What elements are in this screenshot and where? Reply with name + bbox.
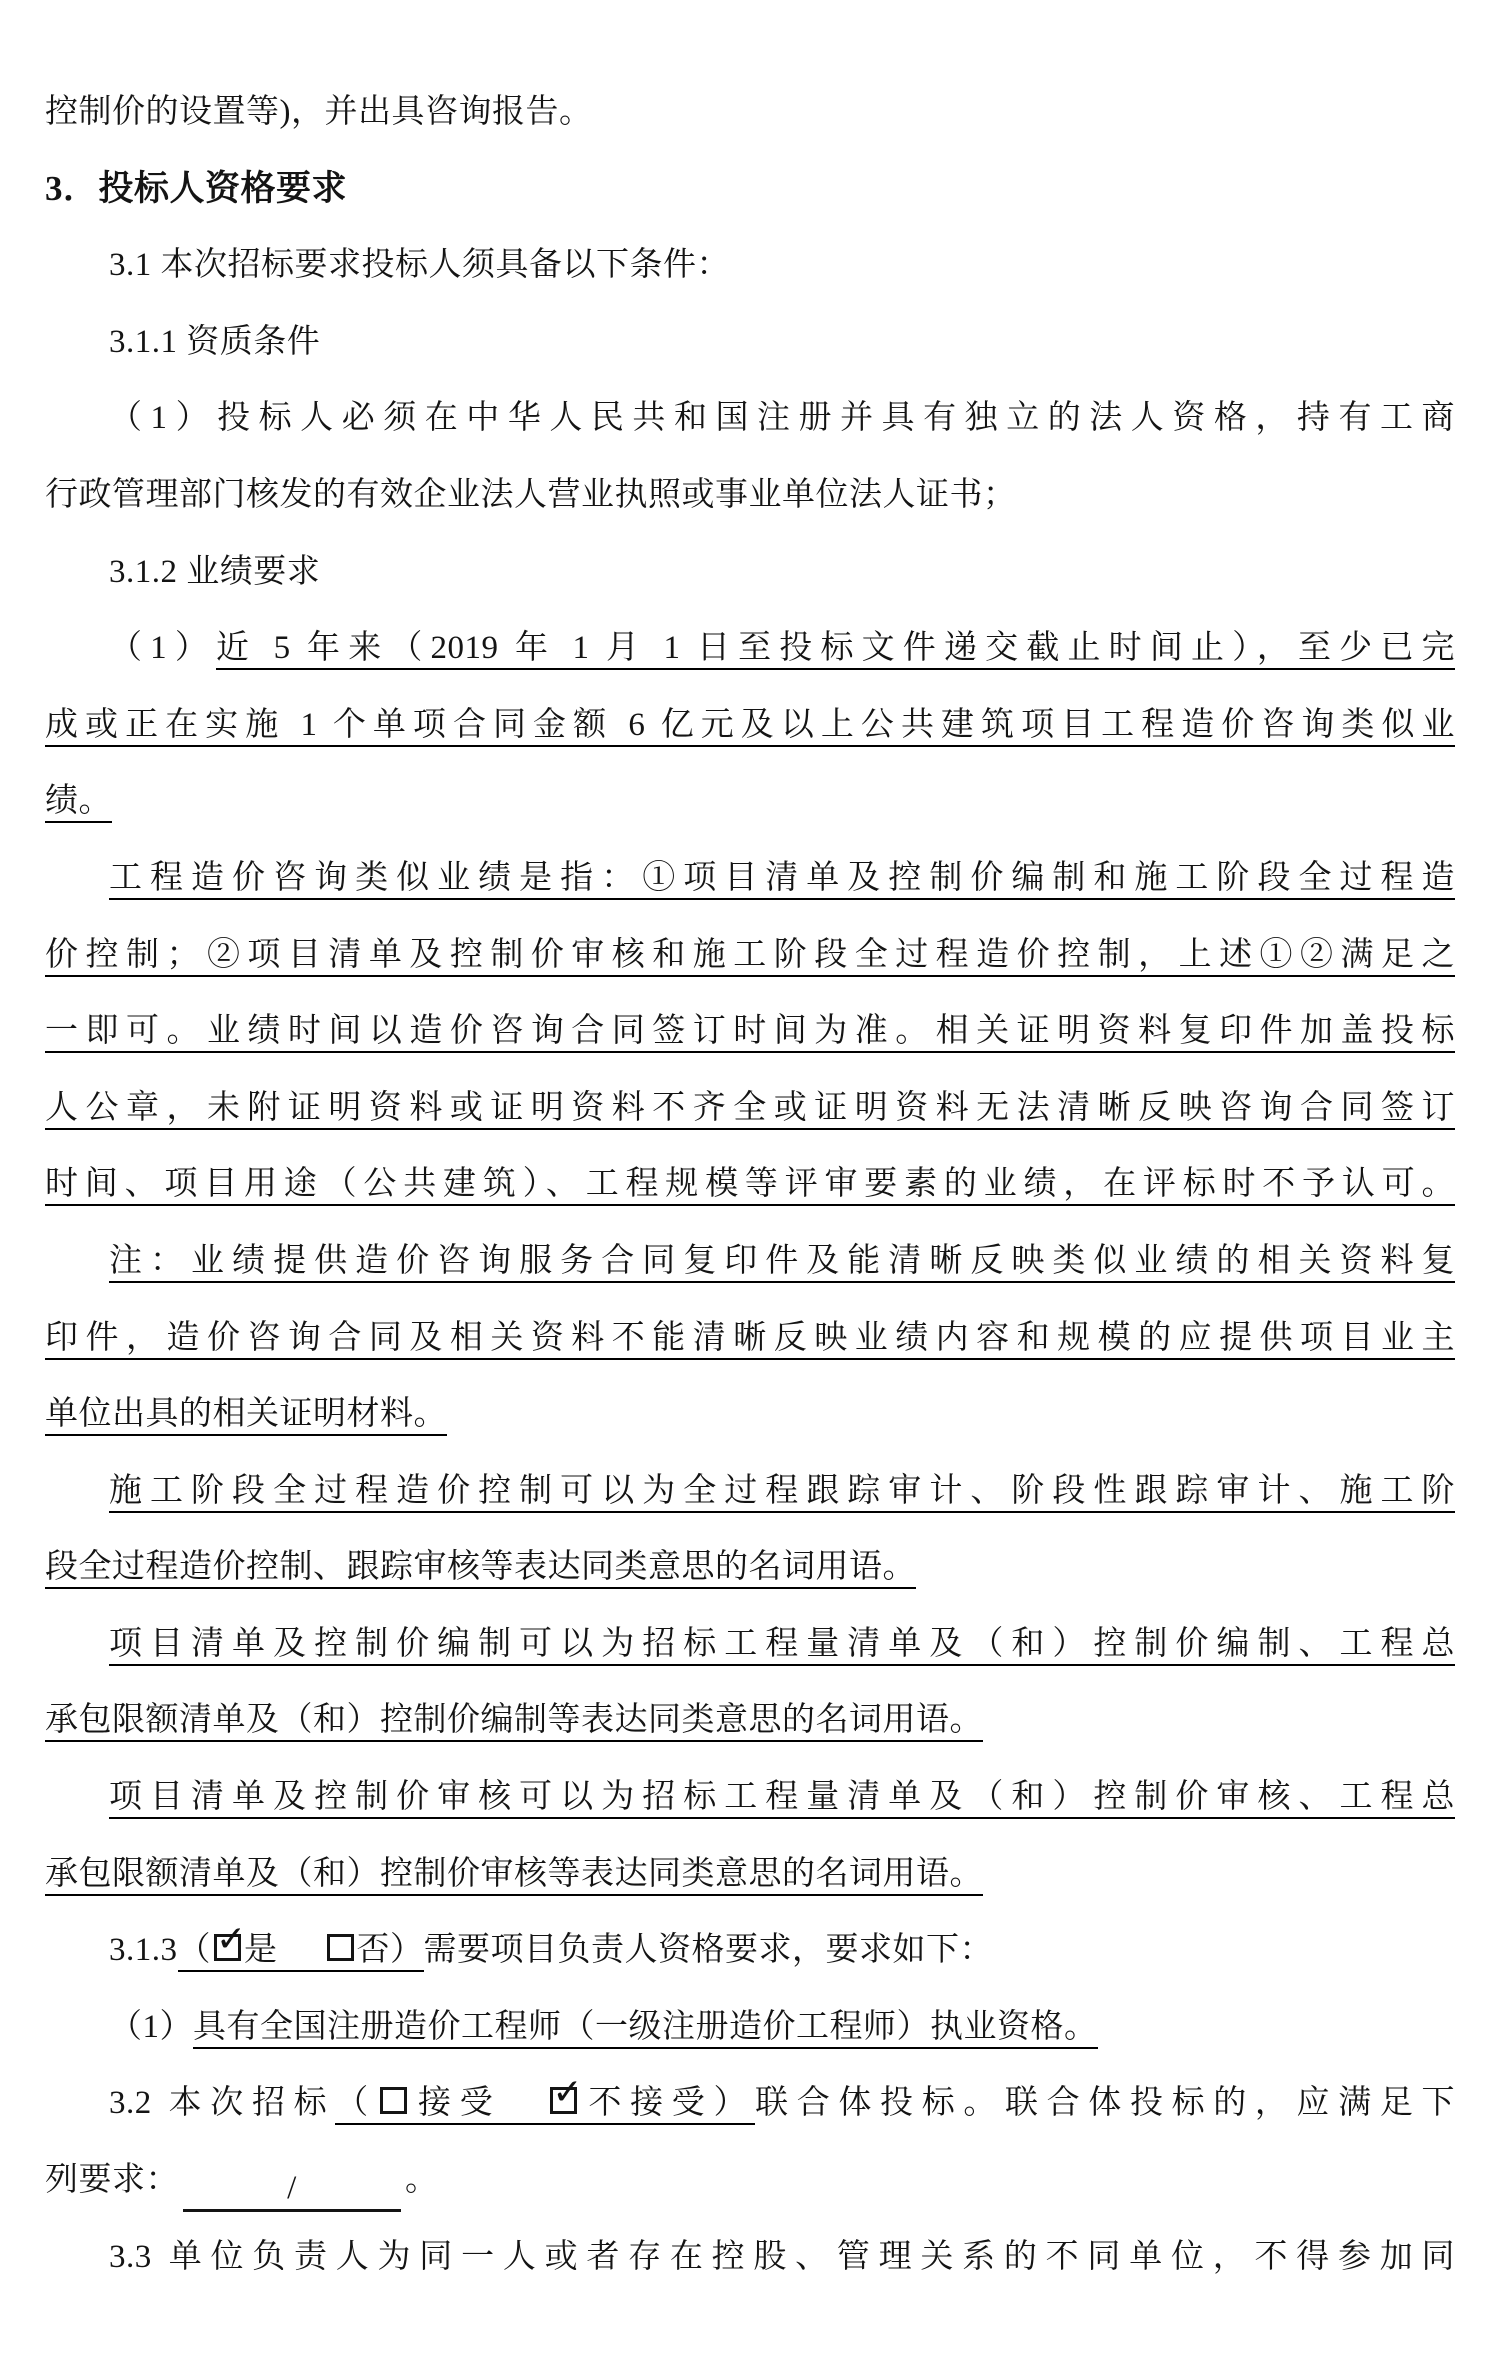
list-pricing-compile-def-line2	[45, 1682, 1455, 1759]
item1-number: （1）	[109, 2008, 193, 2045]
clause-3-3: 3.3 单位负责人为同一人或者存在控股、管理关系的不同单位，不得参加同	[109, 2238, 1455, 2275]
similar-achievement-def-line3	[45, 993, 1455, 1070]
clause-3-1: 3.1 本次招标要求投标人须具备以下条件：	[109, 247, 730, 284]
clause-3-1-3-text: 需要项目负责人资格要求，要求如下：	[423, 1932, 993, 1969]
item1-number: （1）	[109, 630, 217, 667]
intro-line: 控制价的设置等)，并出具咨询报告。	[45, 94, 593, 130]
note-line1	[45, 1223, 1455, 1300]
check-mark-icon: ✓	[216, 1919, 247, 1961]
accept-label: 接受	[409, 2085, 502, 2122]
similar-achievement-def-line5	[45, 1146, 1455, 1223]
section-3-heading: 3．投标人资格要求	[45, 168, 348, 208]
underlined-text: 项目清单及控制价编制可以为招标工程量清单及（和）控制价编制、工程总	[109, 1626, 1455, 1666]
similar-achievement-def-line1	[45, 840, 1455, 917]
underlined-text: 注：业绩提供造价咨询服务合同复印件及能清晰反映类似业绩的相关资料复	[109, 1243, 1455, 1283]
underlined-text: 单位出具的相关证明材料。	[45, 1396, 447, 1436]
clause-3-1-2-item1-line2	[45, 687, 1455, 764]
underlined-text: 项目清单及控制价审核可以为招标工程量清单及（和）控制价审核、工程总	[109, 1779, 1455, 1819]
underlined-text: 印件，造价咨询合同及相关资料不能清晰反映业绩内容和规模的应提供项目业主	[45, 1320, 1455, 1360]
clause-3-1-2-title: 3.1.2 业绩要求	[109, 553, 321, 590]
accept-reject-checkbox-group	[335, 2072, 756, 2125]
underlined-text: 绩。	[45, 783, 112, 823]
check-mark-icon: ✓	[552, 2072, 584, 2114]
underlined-text: 价控制；②项目清单及控制价审核和施工阶段全过程造价控制，上述①②满足之	[45, 937, 1455, 977]
unchecked-checkbox-icon	[380, 2087, 407, 2114]
underlined-text: 段全过程造价控制、跟踪审核等表达同类意思的名词用语。	[45, 1549, 916, 1589]
clause-3-1-1-item1-line1: （1）投标人必须在中华人民共和国注册并具有独立的法人资格，持有工商	[109, 400, 1455, 437]
clause-3-2-line2-prefix: 列要求：	[45, 2162, 179, 2199]
yes-no-checkbox-group	[177, 1919, 424, 1972]
clause-3-1-2-item1-line3	[45, 763, 1455, 840]
underlined-text: 时间、项目用途（公共建筑）、工程规模等评审要素的业绩，在评标时不予认可。	[45, 1166, 1455, 1206]
yes-label: 是	[244, 1932, 278, 1969]
construction-phase-def-line2	[45, 1529, 1455, 1606]
clause-3-2-prefix: 3.2 本次招标	[109, 2085, 336, 2122]
underlined-text: 承包限额清单及（和）控制价审核等表达同类意思的名词用语。	[45, 1856, 983, 1896]
underlined-text: 施工阶段全过程造价控制可以为全过程跟踪审计、阶段性跟踪审计、施工阶	[109, 1473, 1455, 1513]
no-label: 否）	[356, 1932, 424, 1969]
paren-open: （	[177, 1932, 211, 1969]
period: 。	[405, 2162, 439, 2199]
clause-3-1-3-item1	[45, 1989, 1455, 2066]
note-line3	[45, 1376, 1455, 1453]
checked-checkbox-icon	[550, 2072, 584, 2114]
underlined-text: 工程造价咨询类似业绩是指：①项目清单及控制价编制和施工阶段全过程造	[109, 860, 1455, 900]
underlined-text: 具有全国注册造价工程师（一级注册造价工程师）执业资格。	[193, 2009, 1098, 2049]
underlined-text: 人公章，未附证明资料或证明资料不齐全或证明资料无法清晰反映咨询合同签订	[45, 1090, 1455, 1130]
clause-3-1-1-item1-line2: 行政管理部门核发的有效企业法人营业执照或事业单位法人证书；	[45, 476, 1017, 513]
note-line2	[45, 1300, 1455, 1377]
clause-3-1-3	[45, 1912, 1455, 1989]
unchecked-checkbox-icon	[327, 1934, 354, 1961]
clause-3-2-text: 联合体投标。联合体投标的，应满足下	[755, 2085, 1456, 2122]
underlined-text: 近 5 年来（2019 年 1 月 1 日至投标文件递交截止时间止），至少已完	[216, 630, 1455, 670]
clause-3-1-1-title: 3.1.1 资质条件	[109, 323, 321, 360]
reject-label: 不接受）	[580, 2085, 756, 2122]
paren-open: （	[335, 2085, 377, 2122]
clause-3-2-line2	[45, 2142, 1455, 2219]
slash-filled-blank: /	[183, 2167, 401, 2212]
list-pricing-review-def-line2	[45, 1836, 1455, 1913]
spacer	[501, 2109, 547, 2113]
spacer	[278, 1956, 324, 1960]
checked-checkbox-icon	[214, 1919, 247, 1961]
underlined-text: 一即可。业绩时间以造价咨询合同签订时间为准。相关证明资料复印件加盖投标	[45, 1013, 1455, 1053]
similar-achievement-def-line2	[45, 917, 1455, 994]
clause-3-1-2-item1-line1	[45, 610, 1455, 687]
list-pricing-review-def-line1	[45, 1759, 1455, 1836]
underlined-text: 成或正在实施 1 个单项合同金额 6 亿元及以上公共建筑项目工程造价咨询类似业	[45, 707, 1455, 747]
underlined-text: 承包限额清单及（和）控制价编制等表达同类意思的名词用语。	[45, 1702, 983, 1742]
clause-number: 3.1.3	[109, 1932, 178, 1969]
similar-achievement-def-line4	[45, 1070, 1455, 1147]
construction-phase-def-line1	[45, 1453, 1455, 1530]
clause-3-2-line1	[45, 2065, 1455, 2142]
list-pricing-compile-def-line1	[45, 1606, 1455, 1683]
